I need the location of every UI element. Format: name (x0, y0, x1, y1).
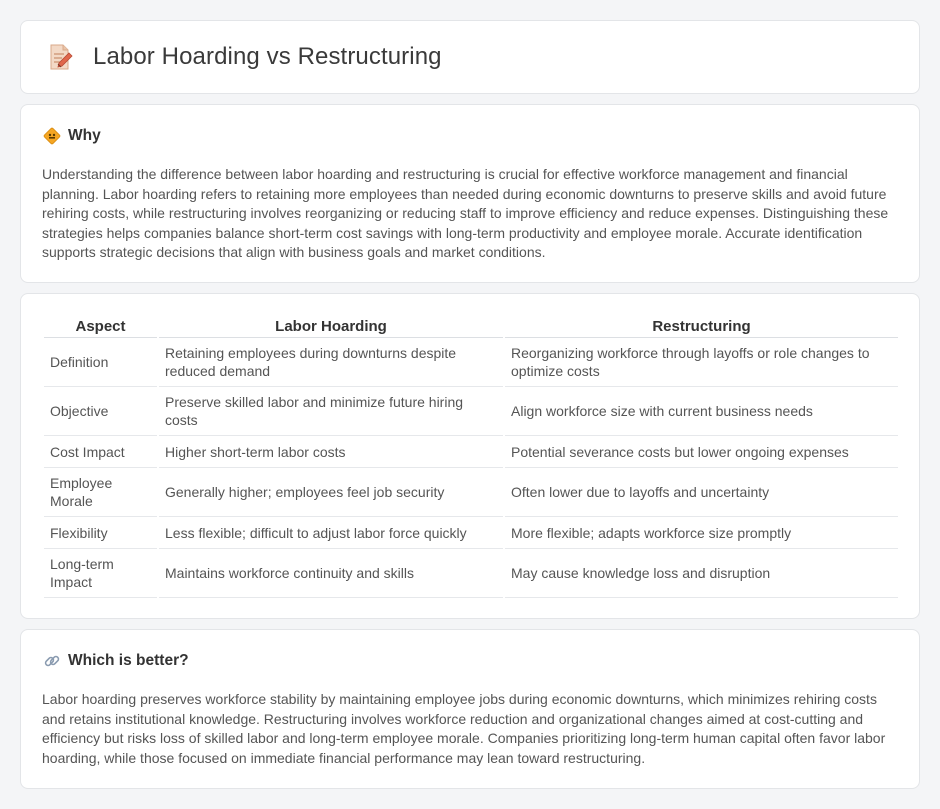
cell-labor-hoarding: Higher short-term labor costs (159, 436, 503, 468)
better-text: Labor hoarding preserves workforce stability by maintaining employee jobs during economic downturns, which minimizes rehiring costs and retains institutional knowledge. Restructuring involves workforce reduction and organizational changes aimed at cost-cutting and efficiency but risks loss of skilled labor and long-term employee morale. Companies prioritizing long-term human capital often favor labor hoarding, while those focused on immediate financial performance may lean toward restructuring. (42, 691, 886, 766)
cell-aspect: Employee Morale (44, 468, 157, 517)
cell-labor-hoarding: Generally higher; employees feel job security (159, 468, 503, 517)
header-aspect: Aspect (44, 316, 157, 338)
table-row (44, 338, 898, 387)
cell-aspect: Cost Impact (44, 436, 157, 468)
table-row (44, 387, 898, 436)
cell-labor-hoarding: Preserve skilled labor and minimize future hiring costs (159, 387, 503, 436)
table-row (44, 436, 898, 468)
table-row (44, 468, 898, 517)
header-labor-hoarding: Labor Hoarding (159, 316, 503, 338)
cell-restructuring: More flexible; adapts workforce size promptly (505, 517, 898, 549)
title-card (20, 20, 920, 94)
cell-aspect: Definition (44, 338, 157, 387)
title-row (47, 43, 442, 71)
which-is-better-section (20, 629, 920, 789)
cell-labor-hoarding: Retaining employees during downturns despite reduced demand (159, 338, 503, 387)
why-section (20, 104, 920, 283)
cell-aspect: Objective (44, 387, 157, 436)
cell-restructuring: Align workforce size with current business needs (505, 387, 898, 436)
table-row (44, 549, 898, 598)
comparison-table (42, 316, 900, 598)
better-heading (43, 652, 189, 670)
header-restructuring: Restructuring (505, 316, 898, 338)
better-title: Which is better? (68, 652, 189, 669)
page-title: Labor Hoarding vs Restructuring (93, 43, 442, 70)
why-heading (43, 127, 101, 145)
diamond-sign-icon (43, 127, 61, 145)
cell-labor-hoarding: Less flexible; difficult to adjust labor force quickly (159, 517, 503, 549)
cell-aspect: Long-term Impact (44, 549, 157, 598)
cell-labor-hoarding: Maintains workforce continuity and skills (159, 549, 503, 598)
why-text: Understanding the difference between labor hoarding and restructuring is crucial for effective workforce management and financial planning. Labor hoarding refers to retaining more employees than needed during economic downturns to preserve skills and avoid future rehiring costs, while restructuring involves reorganizing or reducing staff to improve efficiency and reduce expenses. Distinguishing these strategies helps companies balance short-term cost savings with long-term productivity and employee morale. Accurate identification supports strategic decisions that align with business goals and market conditions. (42, 166, 889, 261)
why-title: Why (68, 127, 101, 144)
link-icon (43, 652, 61, 670)
cell-restructuring: Reorganizing workforce through layoffs or role changes to optimize costs (505, 338, 898, 387)
table-row (44, 517, 898, 549)
document-pencil-icon (47, 43, 73, 71)
table-header-row (44, 316, 898, 338)
cell-restructuring: May cause knowledge loss and disruption (505, 549, 898, 598)
cell-aspect: Flexibility (44, 517, 157, 549)
comparison-section (20, 293, 920, 619)
cell-restructuring: Often lower due to layoffs and uncertainty (505, 468, 898, 517)
cell-restructuring: Potential severance costs but lower ongoing expenses (505, 436, 898, 468)
